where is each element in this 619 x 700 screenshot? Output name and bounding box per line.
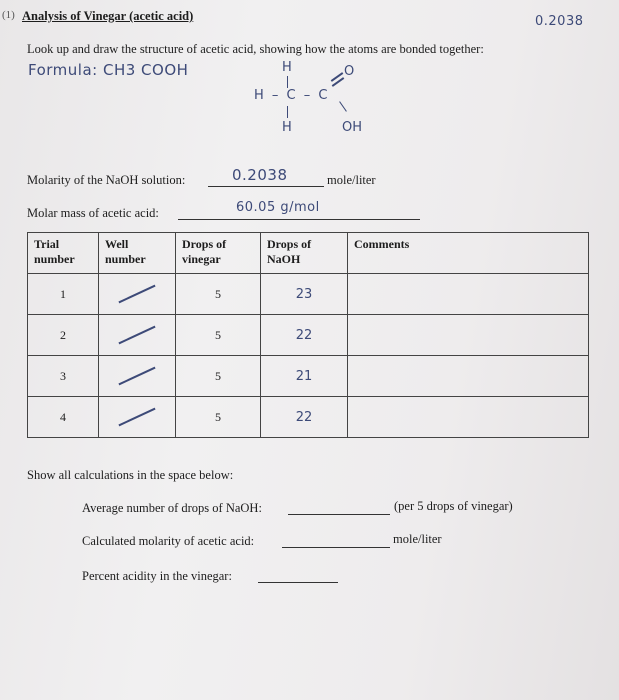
- cell-comments: [348, 315, 589, 356]
- header-comments: Comments: [348, 233, 589, 274]
- molarity-unit: mole/liter: [327, 173, 376, 187]
- structure-bond-bottom: [287, 106, 288, 118]
- handwritten-corner-note: 0.2038: [535, 14, 584, 29]
- cell-trial: 2: [28, 315, 99, 356]
- cell-well: [99, 274, 176, 315]
- molar-mass-label: Molar mass of acetic acid:: [27, 206, 159, 220]
- table-row: [28, 397, 589, 438]
- acetic-molarity-label: Calculated molarity of acetic acid:: [82, 534, 255, 548]
- cell-naoh: 23: [261, 274, 348, 315]
- cell-trial: 1: [28, 274, 99, 315]
- cell-comments: [348, 356, 589, 397]
- structure-bond-top: [287, 76, 288, 88]
- cell-naoh: 22: [261, 315, 348, 356]
- instructions-text: Look up and draw the structure of acetic acid, showing how the atoms are bonded together:: [27, 42, 484, 56]
- header-naoh: Drops of NaOH: [261, 233, 348, 274]
- header-vinegar: Drops of vinegar: [176, 233, 261, 274]
- table-header-row: [28, 233, 589, 274]
- cell-vinegar: 5: [176, 356, 261, 397]
- well-slash-mark: [118, 326, 155, 345]
- percent-acidity-label: Percent acidity in the vinegar:: [82, 569, 232, 583]
- cell-trial: 3: [28, 356, 99, 397]
- page-title: Analysis of Vinegar (acetic acid): [22, 9, 194, 23]
- question-number: (1): [2, 9, 15, 21]
- avg-drops-blank-line: [288, 514, 390, 515]
- cell-vinegar: 5: [176, 274, 261, 315]
- cell-vinegar: 5: [176, 315, 261, 356]
- header-well: Well number: [99, 233, 176, 274]
- cell-naoh: 22: [261, 397, 348, 438]
- cell-vinegar: 5: [176, 397, 261, 438]
- well-slash-mark: [118, 285, 155, 304]
- molarity-label: Molarity of the NaOH solution:: [27, 173, 186, 187]
- cell-comments: [348, 397, 589, 438]
- molarity-blank-line: [208, 186, 324, 187]
- well-slash-mark: [118, 367, 155, 386]
- acetic-molarity-blank-line: [282, 547, 390, 548]
- structure-top-h: H: [282, 60, 292, 75]
- table-row: [28, 274, 589, 315]
- molar-mass-value: 60.05 g/mol: [236, 200, 320, 215]
- table-row: [28, 356, 589, 397]
- acetic-molarity-unit: mole/liter: [393, 532, 442, 546]
- well-slash-mark: [118, 408, 155, 427]
- data-table: [27, 232, 589, 438]
- formula-handwritten: Formula: CH3 COOH: [28, 61, 189, 79]
- molarity-value: 0.2038: [232, 166, 288, 184]
- cell-naoh: 21: [261, 356, 348, 397]
- percent-acidity-blank-line: [258, 582, 338, 583]
- table-row: [28, 315, 589, 356]
- structure-oxygen: O: [344, 64, 355, 79]
- structure-chain: H – C – C: [254, 88, 330, 103]
- calculations-heading: Show all calculations in the space below:: [27, 468, 234, 482]
- structure-bond-oh: [339, 101, 347, 111]
- cell-trial: 4: [28, 397, 99, 438]
- cell-well: [99, 315, 176, 356]
- cell-well: [99, 356, 176, 397]
- cell-well: [99, 397, 176, 438]
- header-trial: Trial number: [28, 233, 99, 274]
- structure-oh: OH: [342, 120, 363, 135]
- molar-mass-blank-line: [178, 219, 420, 220]
- avg-drops-label: Average number of drops of NaOH:: [82, 501, 262, 515]
- cell-comments: [348, 274, 589, 315]
- avg-drops-note: (per 5 drops of vinegar): [394, 499, 513, 513]
- structure-bottom-h: H: [282, 120, 292, 135]
